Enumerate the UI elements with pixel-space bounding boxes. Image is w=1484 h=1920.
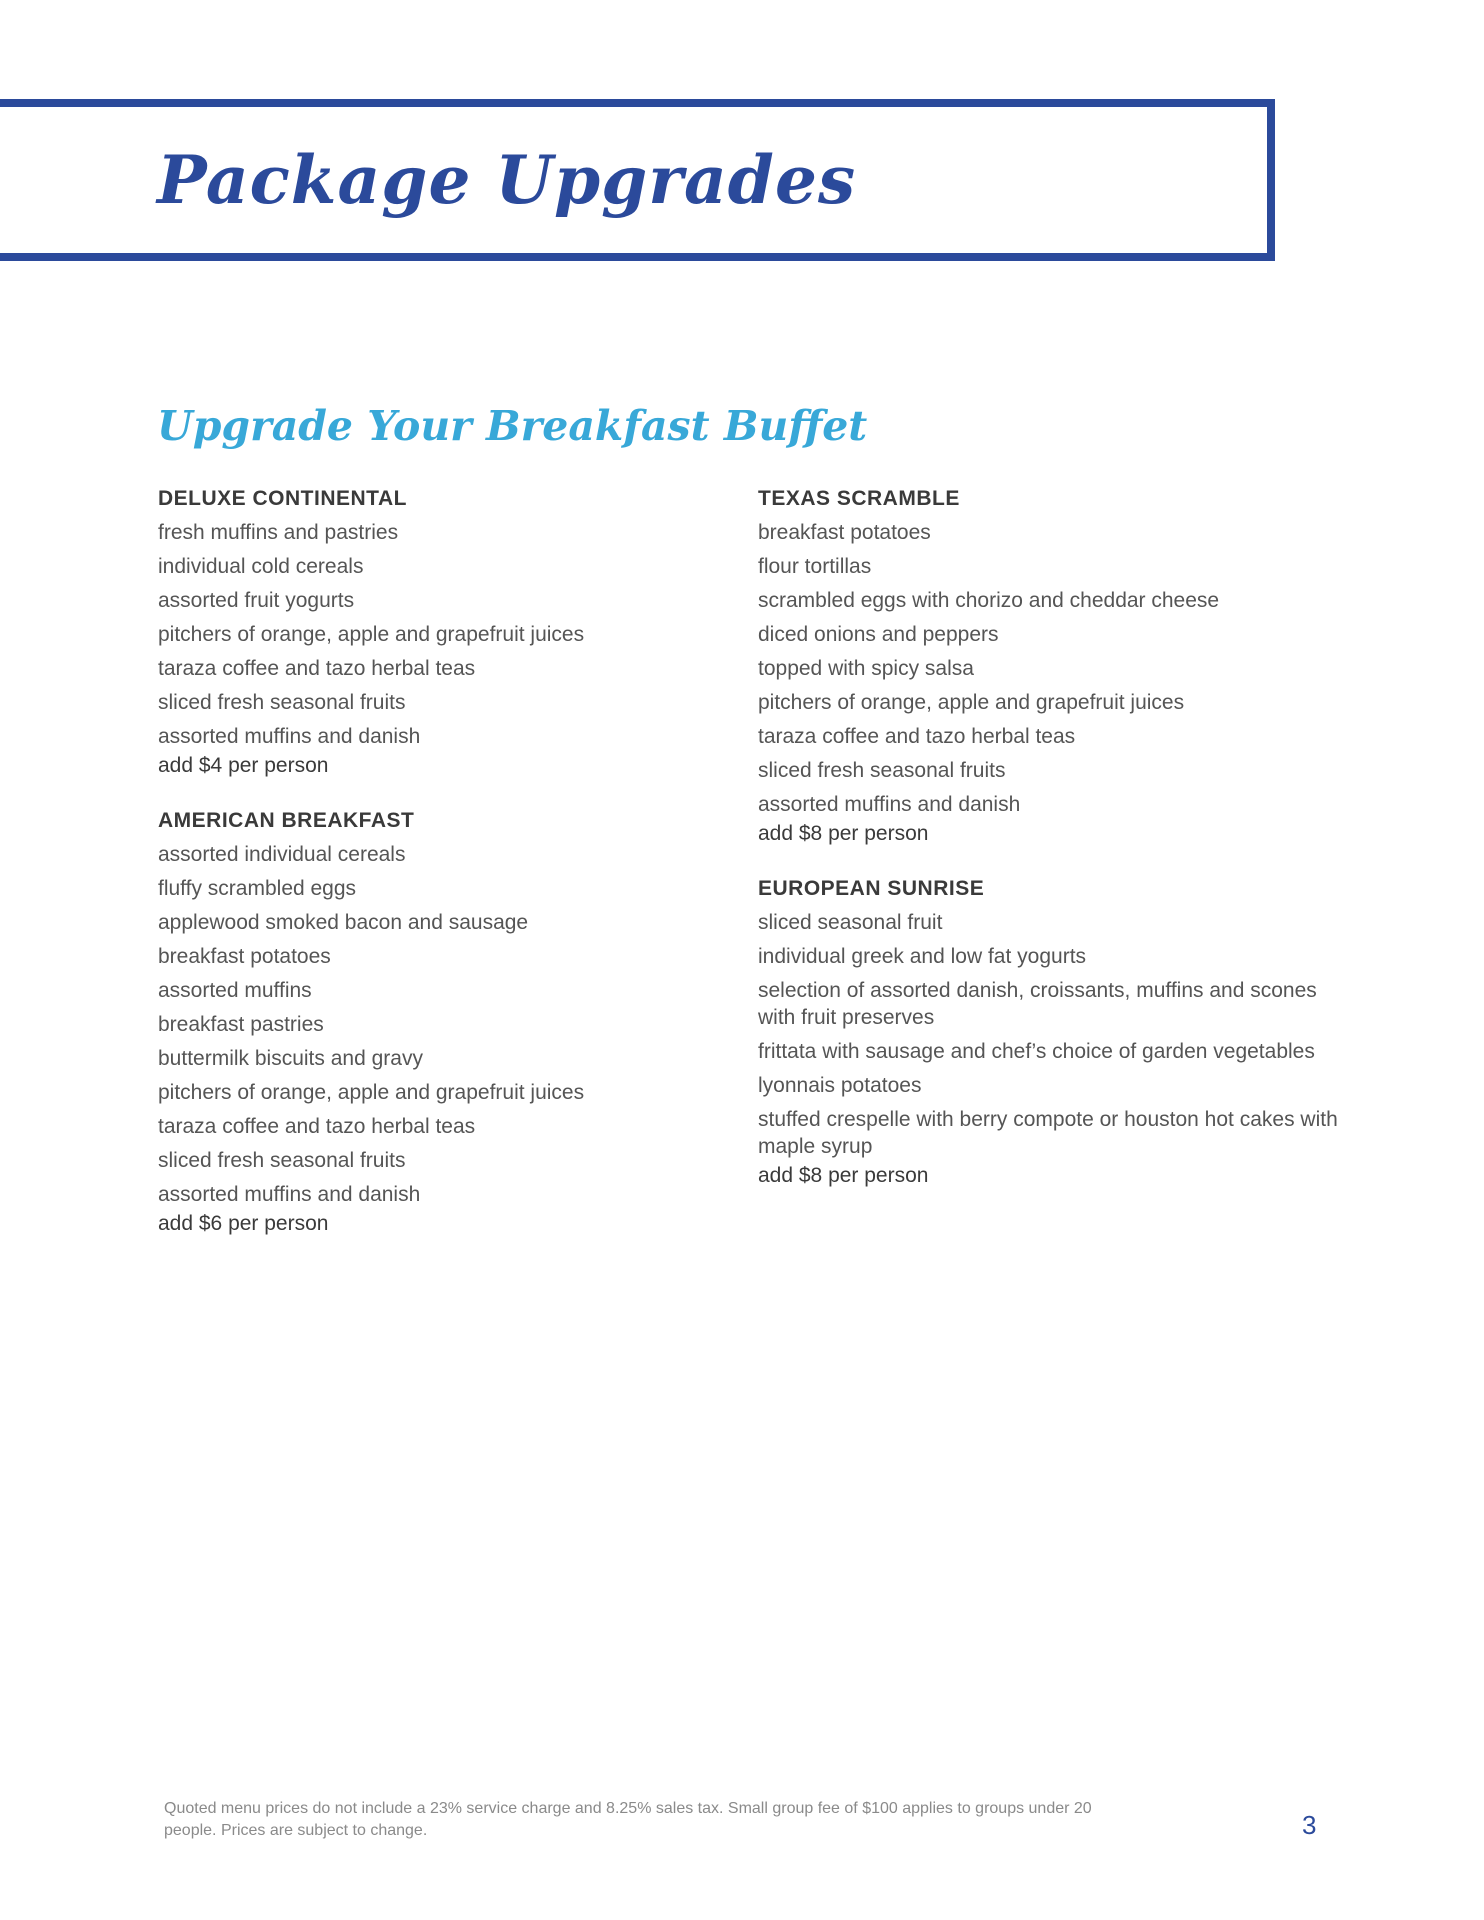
menu-item: flour tortillas — [758, 555, 872, 578]
menu-item: fluffy scrambled eggs — [158, 877, 357, 900]
menu-item: individual cold cereals — [158, 555, 364, 578]
menu-item: taraza coffee and tazo herbal teas — [158, 1115, 476, 1138]
menu-heading: DELUXE CONTINENTAL — [158, 487, 407, 510]
page-number: 3 — [1302, 1810, 1317, 1840]
menu-item: sliced seasonal fruit — [758, 911, 943, 934]
menu-item: breakfast potatoes — [758, 521, 931, 544]
menu-item: scrambled eggs with chorizo and cheddar cheese — [758, 589, 1220, 612]
menu-price: add $8 per person — [758, 1164, 929, 1187]
menu-item: assorted muffins and danish — [158, 1183, 421, 1206]
menu-item: taraza coffee and tazo herbal teas — [758, 725, 1076, 748]
menu-heading: TEXAS SCRAMBLE — [758, 487, 960, 510]
menu-item: selection of assorted danish, croissants, muffins and scones with fruit preserves — [758, 979, 1317, 1029]
menu-item: breakfast pastries — [158, 1013, 324, 1036]
menu-block-american-breakfast — [158, 807, 718, 1238]
menu-block-texas-scramble — [758, 485, 1338, 848]
menu-column-left — [158, 485, 718, 1265]
page-title: Package Upgrades — [157, 141, 857, 219]
menu-item: sliced fresh seasonal fruits — [158, 1149, 406, 1172]
menu-item: assorted muffins and danish — [158, 725, 421, 748]
menu-item: sliced fresh seasonal fruits — [158, 691, 406, 714]
menu-item-list — [758, 519, 1338, 818]
menu-item: assorted muffins — [158, 979, 312, 1002]
menu-item: pitchers of orange, apple and grapefruit juices — [758, 691, 1185, 714]
menu-item: breakfast potatoes — [158, 945, 331, 968]
menu-item-list — [158, 841, 718, 1208]
menu-item: sliced fresh seasonal fruits — [758, 759, 1006, 782]
menu-item-list — [758, 909, 1338, 1160]
menu-item: taraza coffee and tazo herbal teas — [158, 657, 476, 680]
menu-block-deluxe-continental — [158, 485, 718, 780]
menu-heading: AMERICAN BREAKFAST — [158, 809, 415, 832]
menu-item: buttermilk biscuits and gravy — [158, 1047, 423, 1070]
menu-price: add $4 per person — [158, 754, 329, 777]
menu-item: fresh muffins and pastries — [158, 521, 399, 544]
menu-block-european-sunrise — [758, 875, 1338, 1190]
menu-item: assorted individual cereals — [158, 843, 406, 866]
menu-price: add $8 per person — [758, 822, 929, 845]
menu-item: lyonnais potatoes — [758, 1074, 922, 1097]
menu-item: stuffed crespelle with berry compote or houston hot cakes with maple syrup — [758, 1108, 1338, 1158]
menu-item: applewood smoked bacon and sausage — [158, 911, 529, 934]
menu-column-right — [758, 485, 1338, 1217]
menu-item: individual greek and low fat yogurts — [758, 945, 1087, 968]
menu-item: pitchers of orange, apple and grapefruit juices — [158, 623, 585, 646]
menu-item: frittata with sausage and chef’s choice of garden vegetables — [758, 1040, 1315, 1063]
menu-item: assorted fruit yogurts — [158, 589, 355, 612]
menu-item: diced onions and peppers — [758, 623, 999, 646]
section-title: Upgrade Your Breakfast Buffet — [157, 402, 868, 450]
menu-heading: EUROPEAN SUNRISE — [758, 877, 985, 900]
menu-item: pitchers of orange, apple and grapefruit juices — [158, 1081, 585, 1104]
menu-item-list — [158, 519, 718, 750]
menu-item: assorted muffins and danish — [758, 793, 1021, 816]
footer-disclaimer: Quoted menu prices do not include a 23% service charge and 8.25% sales tax. Small group fee of $100 applies to groups under 20 people. Prices are subject to change. — [164, 1800, 1092, 1839]
menu-price: add $6 per person — [158, 1212, 329, 1235]
menu-item: topped with spicy salsa — [758, 657, 974, 680]
